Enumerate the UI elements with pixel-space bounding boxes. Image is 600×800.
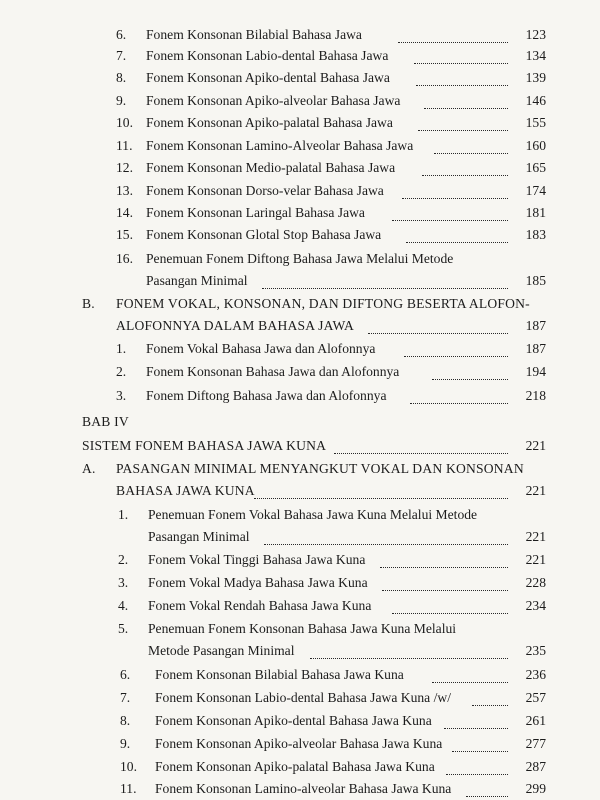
toc-number: 13. <box>116 183 133 198</box>
section-title-continued: ALOFONNYA DALAM BAHASA JAWA <box>116 318 355 333</box>
toc-page-number: 261 <box>525 713 546 728</box>
toc-title: Fonem Konsonan Labio-dental Bahasa Jawa <box>146 48 389 63</box>
toc-page-number: 221 <box>525 529 546 544</box>
chapter-label: BAB IV <box>82 414 129 429</box>
toc-page-number: 221 <box>525 552 546 567</box>
leader-dots <box>334 453 508 454</box>
toc-page-number: 194 <box>525 364 546 379</box>
section-title: PASANGAN MINIMAL MENYANGKUT VOKAL DAN KONSONAN <box>116 461 524 476</box>
leader-dots <box>310 658 508 659</box>
toc-number: 6. <box>120 667 131 682</box>
leader-dots <box>398 42 508 43</box>
toc-page-number: 221 <box>525 438 546 453</box>
toc-title: Fonem Konsonan Bahasa Jawa dan Alofonnya <box>146 364 400 379</box>
toc-page-number: 155 <box>525 115 546 130</box>
toc-number: 7. <box>120 690 131 705</box>
toc-page-number: 187 <box>525 318 546 333</box>
toc-page-number: 235 <box>525 643 546 658</box>
toc-page-number: 174 <box>525 183 546 198</box>
toc-page-number: 181 <box>525 205 546 220</box>
toc-title: Fonem Konsonan Lamino-Alveolar Bahasa Jawa <box>146 138 414 153</box>
toc-number: 10. <box>120 759 137 774</box>
toc-number: 1. <box>118 507 129 522</box>
toc-number: 15. <box>116 227 133 242</box>
toc-number: 2. <box>118 552 129 567</box>
toc-title-continued: Metode Pasangan Minimal <box>148 643 295 658</box>
toc-page-number: 160 <box>525 138 546 153</box>
leader-dots <box>392 220 508 221</box>
leader-dots <box>380 567 508 568</box>
toc-title: Fonem Konsonan Dorso-velar Bahasa Jawa <box>146 183 384 198</box>
toc-title: Fonem Vokal Rendah Bahasa Jawa Kuna <box>148 598 372 613</box>
section-title-continued: BAHASA JAWA KUNA <box>116 483 255 498</box>
toc-page-number: 123 <box>525 27 546 42</box>
toc-title: Fonem Konsonan Medio-palatal Bahasa Jawa <box>146 160 396 175</box>
toc-number: 3. <box>116 388 127 403</box>
toc-number: 1. <box>116 341 127 356</box>
toc-title: Penemuan Fonem Konsonan Bahasa Jawa Kuna Melalui <box>148 621 457 636</box>
toc-title: Fonem Konsonan Apiko-palatal Bahasa Jawa Kuna <box>155 759 435 774</box>
toc-page-number: 134 <box>525 48 546 63</box>
toc-title: Fonem Konsonan Apiko-dental Bahasa Jawa <box>146 70 390 85</box>
leader-dots <box>264 544 508 545</box>
chapter-title: SISTEM FONEM BAHASA JAWA KUNA <box>82 438 327 453</box>
toc-title: Fonem Vokal Madya Bahasa Jawa Kuna <box>148 575 368 590</box>
toc-title-continued: Pasangan Minimal <box>148 529 250 544</box>
toc-title: Fonem Konsonan Lamino-alveolar Bahasa Jawa Kuna <box>155 781 452 796</box>
toc-page-number: 146 <box>525 93 546 108</box>
toc-title: Penemuan Fonem Vokal Bahasa Jawa Kuna Melalui Metode <box>148 507 478 522</box>
toc-number: 3. <box>118 575 129 590</box>
toc-title: Penemuan Fonem Diftong Bahasa Jawa Melalui Metode <box>146 251 454 266</box>
section-letter: A. <box>82 461 96 476</box>
toc-page-number: 277 <box>525 736 546 751</box>
toc-page-number: 257 <box>525 690 546 705</box>
leader-dots <box>410 403 508 404</box>
toc-number: 5. <box>118 621 129 636</box>
toc-page-number: 218 <box>525 388 546 403</box>
leader-dots <box>392 613 508 614</box>
toc-page-number: 187 <box>525 341 546 356</box>
toc-page-number: 221 <box>525 483 546 498</box>
toc-title: Fonem Konsonan Bilabial Bahasa Jawa Kuna <box>155 667 404 682</box>
toc-title: Fonem Konsonan Glotal Stop Bahasa Jawa <box>146 227 382 242</box>
toc-number: 8. <box>120 713 131 728</box>
toc-page-number: 139 <box>525 70 546 85</box>
toc-number: 6. <box>116 27 127 42</box>
toc-page-number: 236 <box>525 667 546 682</box>
toc-page-number: 228 <box>525 575 546 590</box>
toc-page-number: 185 <box>525 273 546 288</box>
leader-dots <box>382 590 508 591</box>
toc-title-continued: Pasangan Minimal <box>146 273 248 288</box>
leader-dots <box>402 198 508 199</box>
leader-dots <box>368 333 508 334</box>
toc-title: Fonem Konsonan Labio-dental Bahasa Jawa Kuna /w/ <box>155 690 451 705</box>
toc-title: Fonem Konsonan Apiko-alveolar Bahasa Jawa <box>146 93 401 108</box>
leader-dots <box>262 288 508 289</box>
toc-title: Fonem Diftong Bahasa Jawa dan Alofonnya <box>146 388 387 403</box>
section-title: FONEM VOKAL, KONSONAN, DAN DIFTONG BESERTA ALOFON- <box>116 296 530 311</box>
toc-title: Fonem Konsonan Bilabial Bahasa Jawa <box>146 27 362 42</box>
toc-number: 2. <box>116 364 127 379</box>
leader-dots <box>404 356 508 357</box>
toc-number: 11. <box>120 781 137 796</box>
toc-number: 14. <box>116 205 133 220</box>
leader-dots <box>418 130 508 131</box>
toc-number: 9. <box>120 736 131 751</box>
toc-number: 11. <box>116 138 133 153</box>
toc-page-number: 299 <box>525 781 546 796</box>
toc-title: Fonem Konsonan Apiko-alveolar Bahasa Jawa Kuna <box>155 736 443 751</box>
toc-number: 7. <box>116 48 127 63</box>
leader-dots <box>406 242 508 243</box>
toc-number: 16. <box>116 251 133 266</box>
toc-title: Fonem Konsonan Laringal Bahasa Jawa <box>146 205 365 220</box>
toc-title: Fonem Vokal Tinggi Bahasa Jawa Kuna <box>148 552 366 567</box>
toc-page-number: 165 <box>525 160 546 175</box>
leader-dots <box>254 498 508 499</box>
toc-number: 8. <box>116 70 127 85</box>
toc-page-number: 183 <box>525 227 546 242</box>
toc-number: 12. <box>116 160 133 175</box>
toc-number: 4. <box>118 598 129 613</box>
toc-title: Fonem Konsonan Apiko-dental Bahasa Jawa Kuna <box>155 713 432 728</box>
toc-number: 9. <box>116 93 127 108</box>
leader-dots <box>414 63 508 64</box>
toc-title: Fonem Vokal Bahasa Jawa dan Alofonnya <box>146 341 376 356</box>
toc-page-number: 287 <box>525 759 546 774</box>
leader-dots <box>416 85 508 86</box>
section-letter: B. <box>82 296 95 311</box>
toc-number: 10. <box>116 115 133 130</box>
toc-title: Fonem Konsonan Apiko-palatal Bahasa Jawa <box>146 115 393 130</box>
toc-page-number: 234 <box>525 598 546 613</box>
